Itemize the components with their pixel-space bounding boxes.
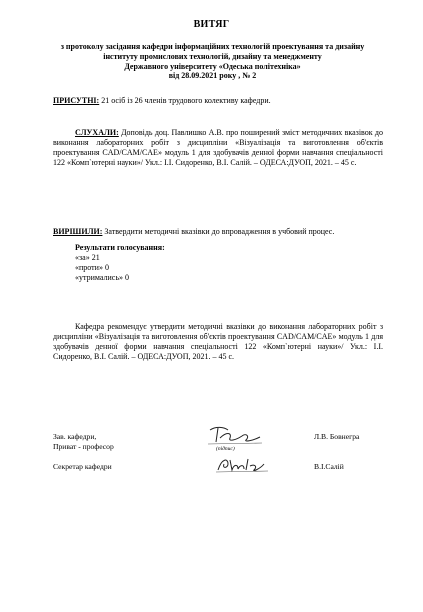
head-handwritten-signature: [206, 424, 266, 448]
header-line: з протоколу засідання кафедри інформаційних технологій проектування та дизайну: [60, 42, 365, 51]
heard-section: [53, 128, 383, 168]
secretary-handwritten-signature: [214, 454, 270, 476]
secretary-name: В.І.Салій: [314, 462, 344, 471]
vote-against: «проти» 0: [75, 263, 109, 272]
vote-results: [75, 243, 165, 283]
decided-text: Затвердити методичні вказівки до впровадження в учбовий процес.: [104, 227, 335, 236]
vote-results-title: Результати голосування:: [75, 243, 165, 252]
head-name: Л.В. Бовнегра: [314, 432, 360, 441]
present-section: [53, 96, 383, 106]
present-text: 21 осіб із 26 членів трудового колективу кафедри.: [101, 96, 271, 105]
header-line: від 28.09.2021 року , № 2: [168, 71, 257, 81]
decided-label: ВИРІШИЛИ:: [53, 227, 103, 236]
present-label: ПРИСУТНІ:: [53, 96, 100, 105]
protocol-header: [40, 42, 385, 81]
head-signature-titles: [53, 432, 114, 452]
header-line: Державного університету «Одеська політехніка»: [124, 61, 301, 71]
heard-text: Доповідь доц. Павлишко А.В. про поширений зміст методичних вказівок до виконання лабораторних робіт з дисципліни «Візуалізація та виготовлення об'єктів проектування CAD/CAM/CAE» модуль 1 для здобувачів денної форми навчання спеціальності 122 «Комп`ютерні науки»/ Укл.: І.І. Сидоренко, В.І. Салій. – ОДЕСА:ДУОП, 2021. – 45 с.: [53, 128, 384, 167]
document-title: ВИТЯГ: [193, 19, 230, 30]
secretary-title: Секретар кафедри: [53, 462, 112, 471]
decided-section: [53, 227, 383, 237]
header-line: інституту промислових технологій, дизайну та менеджменту: [103, 51, 322, 61]
head-title: Зав. кафедри,: [53, 432, 97, 441]
recommendation-text: Кафедра рекомендує утвердити методичні вказівки до виконання лабораторних робіт з дисципліни «Візуалізація та виготовлення об'єктів проектування CAD/CAM/CAE» модуль 1 для здобувачів денної форми навчання спеціальності 122 «Комп`ютерні науки»/ Укл.: І.І. Сидоренко, В.І. Салій. – ОДЕСА:ДУОП, 2021. – 45 с.: [53, 322, 383, 361]
recommendation-section: [53, 322, 383, 362]
vote-abstained: «утримались» 0: [75, 273, 129, 282]
heard-label: СЛУХАЛИ:: [75, 128, 119, 137]
signature-caption: (підпис): [216, 446, 235, 452]
vote-for: «за» 21: [75, 253, 100, 262]
head-subtitle: Приват - професор: [53, 442, 114, 451]
